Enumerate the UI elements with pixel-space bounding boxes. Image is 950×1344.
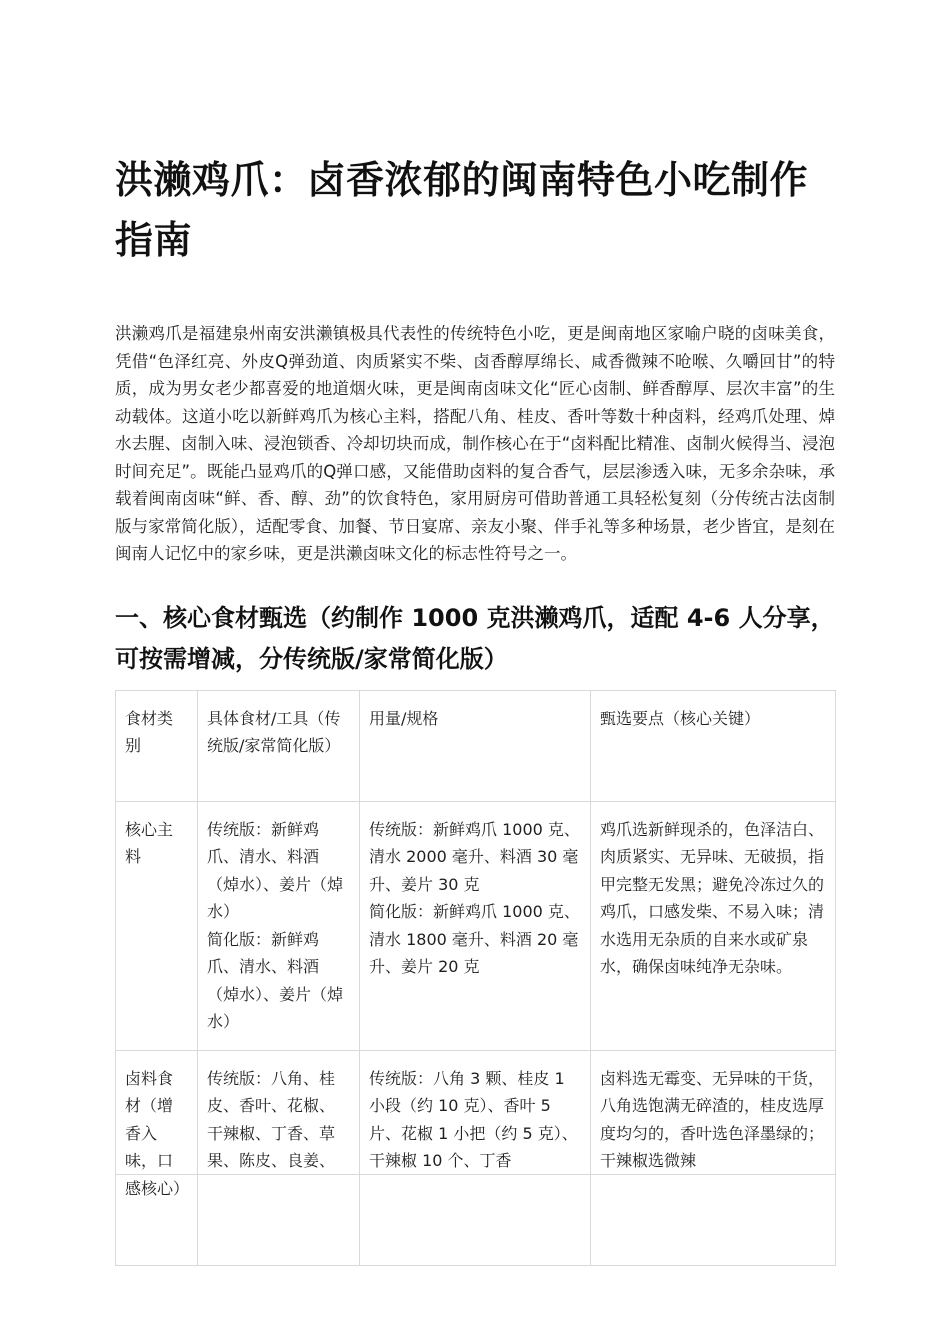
table-header-row [116, 690, 836, 801]
table-cell: 鸡爪选新鲜现杀的，色泽洁白、肉质紧实、无异味、无破损，指甲完整无发黑；避免冷冻过久的鸡爪，口感发柴、不易入味；清水选用无杂质的自来水或矿泉水，确保卤味纯净无杂味。 [591, 801, 836, 1050]
table-header-cell: 食材类别 [116, 690, 198, 801]
table-cell: 核心主料 [116, 801, 198, 1050]
table-header-cell: 具体食材/工具（传统版/家常简化版） [198, 690, 360, 801]
table-cell: 传统版：新鲜鸡爪 1000 克、清水 2000 毫升、料酒 30 毫升、姜片 30 克 简化版：新鲜鸡爪 1000 克、清水 1800 毫升、料酒 20 毫升、姜片 20 克 [360, 801, 591, 1050]
section-heading-ingredients: 一、核心食材甄选（约制作 1000 克洪濑鸡爪，适配 4-6 人分享，可按需增减，分传统版/家常简化版） [115, 603, 835, 673]
table-row [116, 1050, 836, 1265]
table-cell: 传统版：八角、桂皮、香叶、花椒、干辣椒、丁香、草果、陈皮、良姜、 [198, 1050, 360, 1265]
ingredients-table [115, 690, 836, 1266]
table-cell: 卤料选无霉变、无异味的干货，八角选饱满无碎渣的，桂皮选厚度均匀的，香叶选色泽墨绿的；干辣椒选微辣 [591, 1050, 836, 1265]
table-cell: 传统版：八角 3 颗、桂皮 1 小段（约 10 克）、香叶 5 片、花椒 1 小把（约 5 克）、干辣椒 10 个、丁香 [360, 1050, 591, 1265]
table-cell: 传统版：新鲜鸡爪、清水、料酒（焯水）、姜片（焯水） 简化版：新鲜鸡爪、清水、料酒（焯水）、姜片（焯水） [198, 801, 360, 1050]
intro-paragraph: 洪濑鸡爪是福建泉州南安洪濑镇极具代表性的传统特色小吃，更是闽南地区家喻户晓的卤味美食，凭借“色泽红亮、外皮Q弹劲道、肉质紧实不柴、卤香醇厚绵长、咸香微辣不呛喉、久嚼回甘”的特质，成为男女老少都喜爱的地道烟火味，更是闽南卤味文化“匠心卤制、鲜香醇厚、层次丰富”的生动载体。这道小吃以新鲜鸡爪为核心主料，搭配八角、桂皮、香叶等数十种卤料，经鸡爪处理、焯水去腥、卤制入味、浸泡锁香、冷却切块而成，制作核心在于“卤料配比精准、卤制火候得当、浸泡时间充足”。既能凸显鸡爪的Q弹口感，又能借助卤料的复合香气，层层渗透入味，无多余杂味，承载着闽南卤味“鲜、香、醇、劲”的饮食特色，家用厨房可借助普通工具轻松复刻（分传统古法卤制版与家常简化版），适配零食、加餐、节日宴席、亲友小聚、伴手礼等多种场景，老少皆宜，是刻在闽南人记忆中的家乡味，更是洪濑卤味文化的标志性符号之一。 [115, 324, 835, 563]
document-page [115, 150, 835, 1198]
ingredients-table-container [115, 690, 835, 1198]
document-title: 洪濑鸡爪：卤香浓郁的闽南特色小吃制作指南 [115, 158, 809, 262]
table-cell: 卤料食材（增香入味，口感核心） [116, 1050, 198, 1265]
table-row [116, 801, 836, 1050]
table-header-cell: 用量/规格 [360, 690, 591, 801]
table-header-cell: 甄选要点（核心关键） [591, 690, 836, 801]
